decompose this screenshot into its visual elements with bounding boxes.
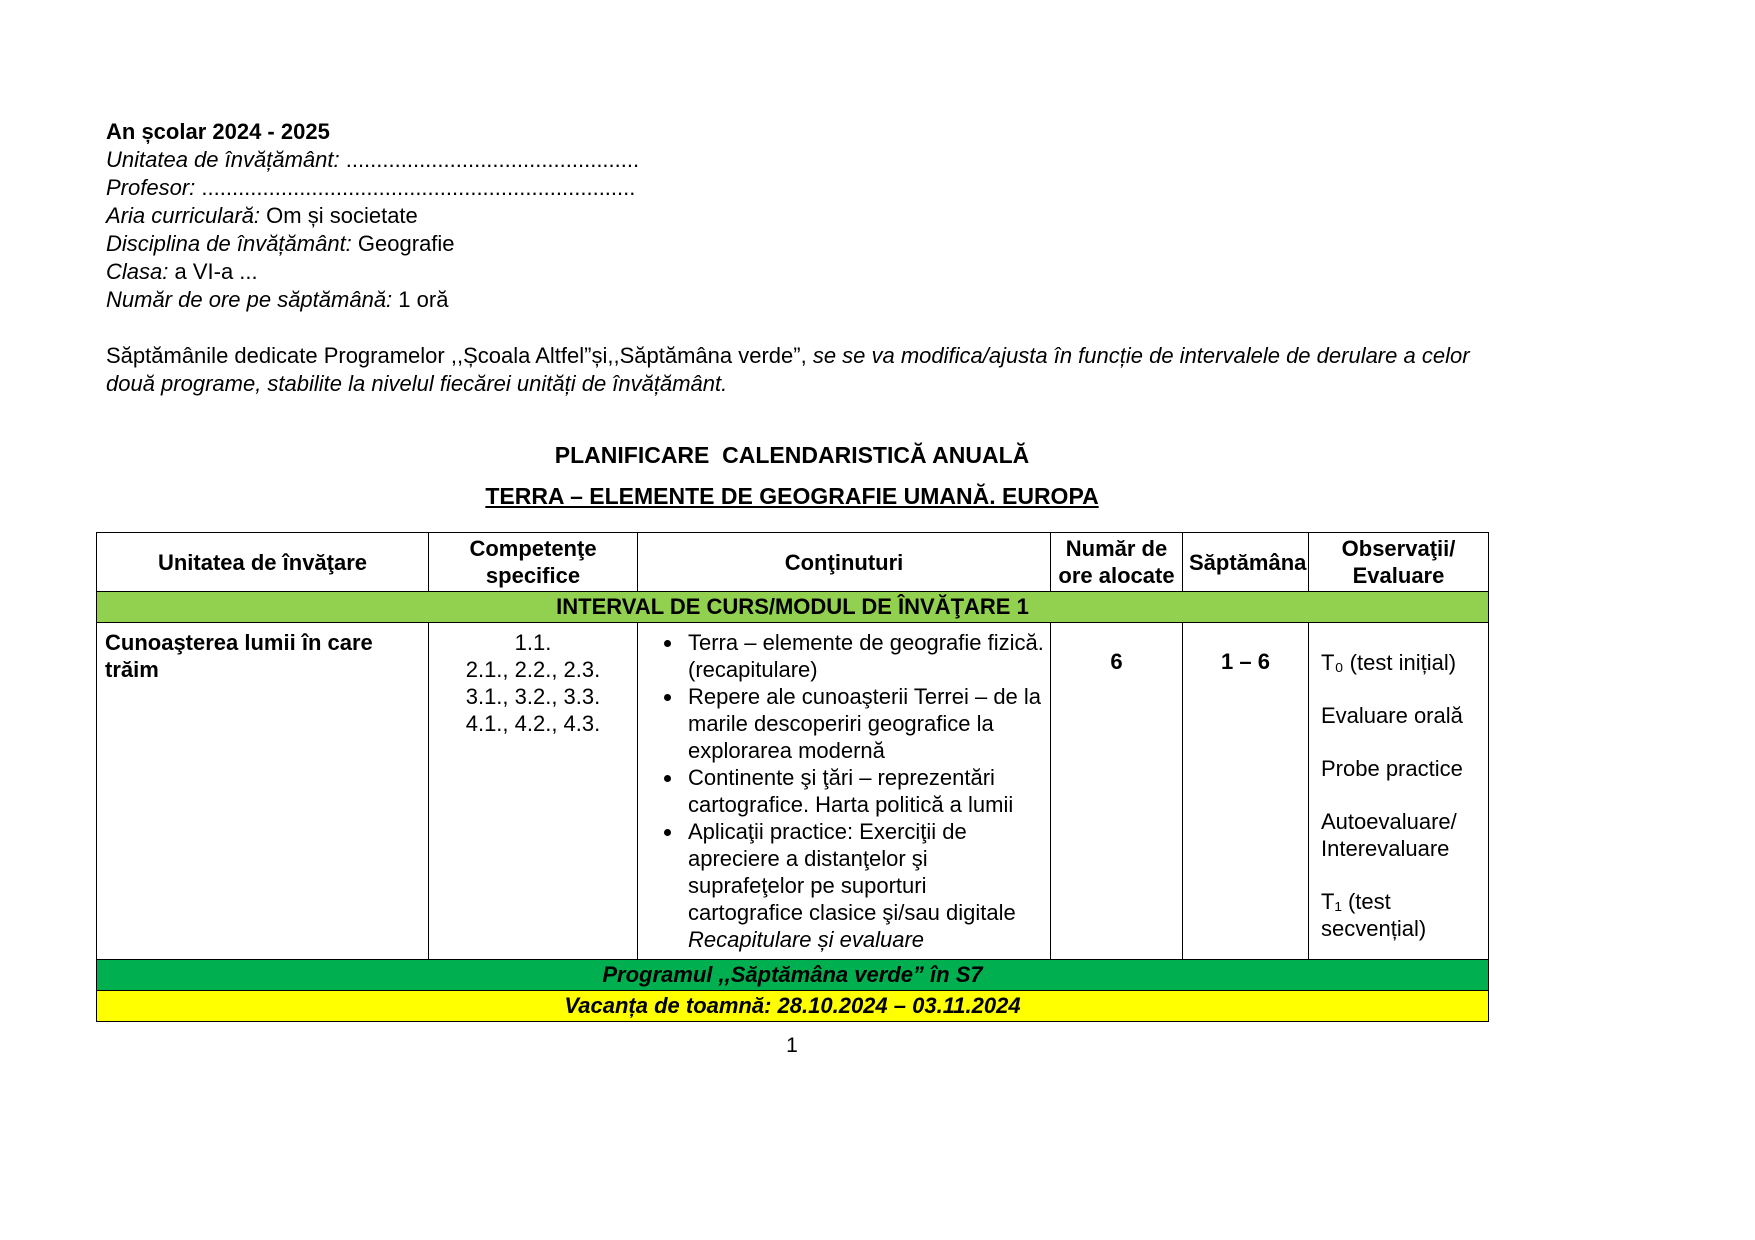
table-header-row [97, 533, 1489, 592]
column-header-saptamana: Săptămâna [1183, 533, 1309, 592]
column-header-ore: Număr de ore alocate [1051, 533, 1183, 592]
header-value: 1 oră [398, 287, 449, 312]
header-line-clasa [106, 258, 1488, 286]
school-year-line: An școlar 2024 - 2025 [106, 119, 330, 144]
cell-ore-alocate: 6 [1051, 623, 1183, 960]
header-label: Unitatea de învățământ: [106, 147, 340, 172]
cell-competente [429, 623, 638, 960]
header-line-unit [106, 146, 1488, 174]
observatie-item: Probe practice [1321, 756, 1463, 781]
column-header-unitatea: Unitatea de învăţare [97, 533, 429, 592]
header-label: Număr de ore pe săptămână: [106, 287, 393, 312]
column-header-competente: Competenţe specifice [429, 533, 638, 592]
observatie-item: T₁ (test secvențial) [1321, 889, 1427, 941]
header-value: ....................................................................... [201, 175, 636, 200]
header-label: Disciplina de învățământ: [106, 231, 352, 256]
vacation-banner-row [97, 991, 1489, 1022]
competenta-line: 3.1., 3.2., 3.3. [465, 684, 601, 709]
column-header-continuturi: Conţinuturi [638, 533, 1051, 592]
page-number: 1 [786, 1034, 798, 1057]
interval-banner: INTERVAL DE CURS/MODUL DE ÎNVĂŢARE 1 [97, 592, 1489, 623]
cell-saptamana: 1 – 6 [1183, 623, 1309, 960]
header-line-disciplina [106, 230, 1488, 258]
competenta-line: 4.1., 4.2., 4.3. [465, 711, 601, 736]
table-row [97, 623, 1489, 960]
note-plain-text: Săptămânile dedicate Programelor ,,Școala Altfel”și,,Săptămâna verde”, [106, 343, 807, 368]
header-line-aria [106, 202, 1488, 230]
recap-line: Recapitulare și evaluare [688, 927, 925, 952]
note-italic-text: se se va modifica/ajusta în funcție de intervalele de derulare a celor două programe, stabilite la nivelul fiecărei unități de învățământ. [106, 343, 1470, 396]
observatie-item: Autoevaluare/ Interevaluare [1321, 809, 1457, 861]
competenta-line: 2.1., 2.2., 2.3. [465, 657, 601, 682]
header-label: Clasa: [106, 259, 169, 284]
continut-item: • Terra – elemente de geografie fizică. (recapitulare) [684, 629, 1044, 683]
interval-banner-row [97, 592, 1489, 623]
cell-continuturi [638, 623, 1051, 960]
page-subtitle: TERRA – ELEMENTE DE GEOGRAFIE UMANĂ. EUROPA [485, 483, 1099, 509]
header-line-ore [106, 286, 1488, 314]
header-line-profesor [106, 174, 1488, 202]
observatie-item: T₀ (test inițial) [1321, 650, 1457, 675]
vacation-banner: Vacanța de toamnă: 28.10.2024 – 03.11.2024 [97, 991, 1489, 1022]
page-title: PLANIFICARE CALENDARISTICĂ ANUALĂ [554, 442, 1030, 468]
cell-observatii [1309, 623, 1489, 960]
continut-item: • Continente şi ţări – reprezentări cartografice. Harta politică a lumii [684, 764, 1044, 818]
header-block [106, 118, 1488, 314]
program-banner-row [97, 960, 1489, 991]
header-label: Aria curriculară: [106, 203, 261, 228]
header-value: Geografie [357, 231, 455, 256]
header-label: Profesor: [106, 175, 196, 200]
continut-item: • Repere ale cunoaşterii Terrei – de la marile descoperiri geografice la explorarea modernă [684, 683, 1044, 764]
continuturi-list [638, 629, 1044, 926]
continut-item: • Aplicaţii practice: Exerciţii de apreciere a distanţelor şi suprafeţelor pe suporturi cartografice clasice şi/sau digitale [684, 818, 1044, 926]
header-value: ................................................ [345, 147, 640, 172]
column-header-observatii: Observaţii/ Evaluare [1309, 533, 1489, 592]
program-banner: Programul ,,Săptămâna verde” în S7 [97, 960, 1489, 991]
cell-unitatea: Cunoaşterea lumii în care trăim [97, 623, 429, 960]
header-value: a VI-a ... [174, 259, 258, 284]
header-value: Om și societate [266, 203, 418, 228]
competenta-line: 1.1. [514, 630, 552, 655]
planning-table [96, 532, 1489, 1022]
observatie-item: Evaluare orală [1321, 703, 1463, 728]
document-content [96, 0, 1488, 1058]
note-paragraph [106, 342, 1488, 398]
